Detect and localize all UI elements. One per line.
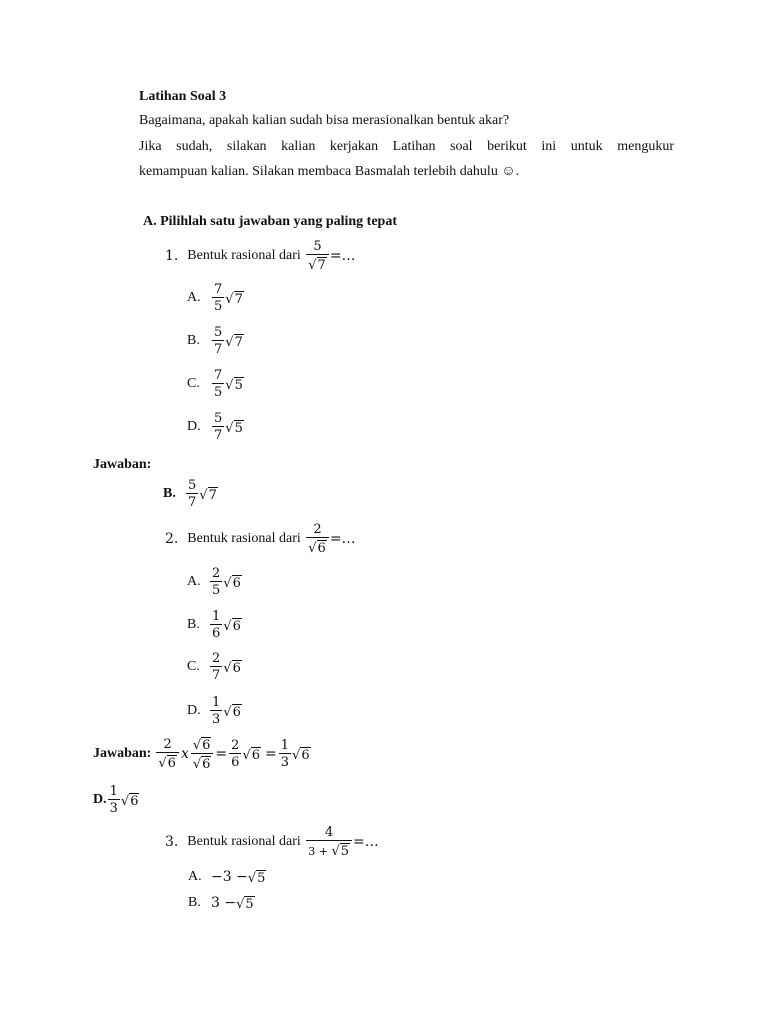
q2-option-b[interactable]: B. $\frac{1}{6}$ √ 6 bbox=[187, 609, 241, 641]
q2-answer-label: Jawaban: bbox=[93, 746, 152, 761]
intro-line-1: Bagaimana, apakah kalian sudah bisa merasionalkan bentuk akar? bbox=[139, 113, 510, 128]
question-3 bbox=[165, 826, 379, 858]
intro-line-2: Jika sudah, silakan kalian kerjakan Latihan soal berikut ini untuk mengukur bbox=[139, 139, 674, 154]
q1-option-a[interactable]: A. $\frac{7}{5}$ √ 7 bbox=[187, 282, 243, 314]
question-suffix: =… bbox=[329, 531, 356, 547]
question-fraction: 5 √ 7 bbox=[306, 240, 329, 272]
question-suffix: =… bbox=[353, 834, 379, 850]
page-title: Latihan Soal 3 bbox=[139, 89, 227, 104]
question-text: Bentuk rasional dari bbox=[187, 834, 301, 849]
q2-answer-working: Jawaban: 2 √ 6 x √ 6 √ 6 = $\frac{2}{6}$ √ 6 = $\frac{1}{3}$ √ 6 bbox=[93, 737, 310, 772]
q1-option-c[interactable]: C. $\frac{7}{5}$ √ 5 bbox=[187, 368, 243, 400]
q2-option-a[interactable]: A. $\frac{2}{5}$ √ 6 bbox=[187, 566, 241, 598]
section-heading: A. Pilihlah satu jawaban yang paling tepat bbox=[143, 214, 397, 229]
q2-option-c[interactable]: C. $\frac{2}{7}$ √ 6 bbox=[187, 651, 241, 683]
q1-option-d[interactable]: D. $\frac{5}{7}$ √ 5 bbox=[187, 411, 243, 443]
question-fraction: 4 3 + √ 5 bbox=[306, 826, 352, 858]
question-fraction: 2 √ 6 bbox=[306, 523, 329, 555]
question-text: Bentuk rasional dari bbox=[187, 248, 301, 263]
q3-option-b[interactable]: B. 3 − √ 5 bbox=[188, 895, 254, 912]
question-number: 2. bbox=[165, 531, 179, 547]
q1-answer: B. $\frac{5}{7}$ √ 7 bbox=[163, 478, 217, 510]
question-2 bbox=[165, 523, 356, 555]
question-number: 1. bbox=[165, 248, 179, 264]
question-text: Bentuk rasional dari bbox=[187, 531, 301, 546]
question-1 bbox=[165, 240, 356, 272]
question-suffix: =… bbox=[329, 248, 356, 264]
q1-option-b[interactable]: B. $\frac{5}{7}$ √ 7 bbox=[187, 325, 243, 357]
q2-option-d[interactable]: D. $\frac{1}{3}$ √ 6 bbox=[187, 695, 241, 727]
question-number: 3. bbox=[165, 834, 179, 850]
q2-answer: D. $\frac{1}{3}$ √ 6 bbox=[93, 784, 139, 816]
intro-line-3: kemampuan kalian. Silakan membaca Basmalah terlebih dahulu ☺. bbox=[139, 164, 520, 179]
q3-option-a[interactable]: A. −3 − √ 5 bbox=[188, 869, 266, 886]
q1-answer-label: Jawaban: bbox=[93, 457, 152, 472]
